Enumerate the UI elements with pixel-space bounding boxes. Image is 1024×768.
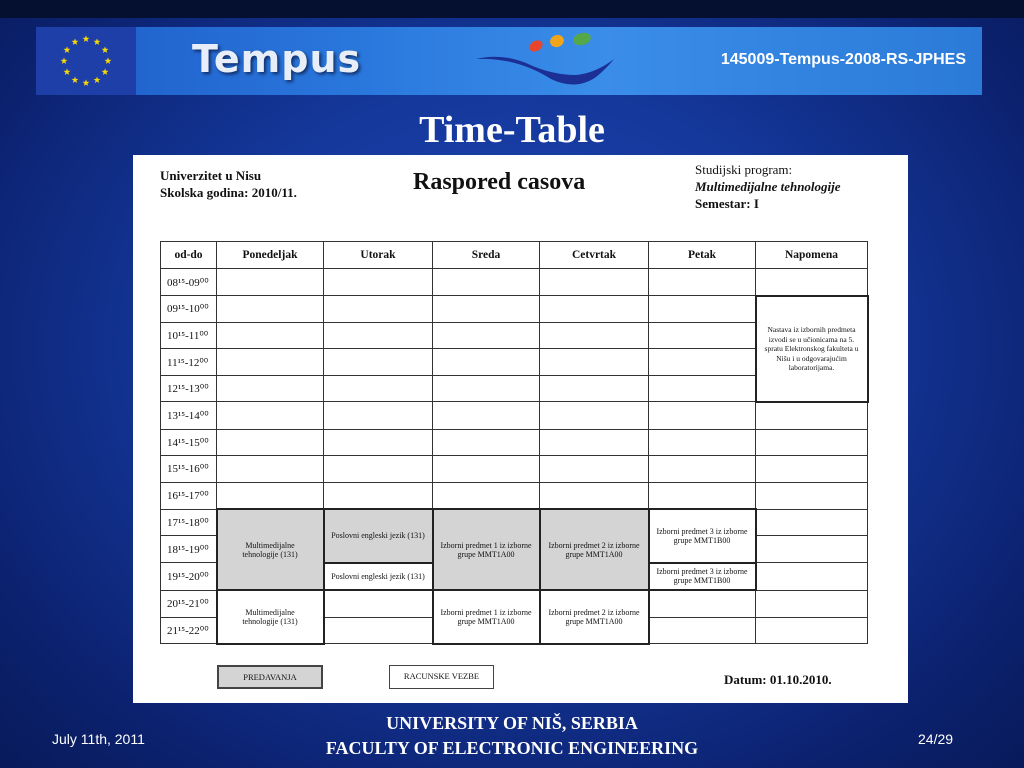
- eu-star-icon: [83, 35, 90, 42]
- slide-title: Time-Table: [419, 109, 605, 151]
- page-number: 24/29: [918, 731, 954, 747]
- university-name: Univerzitet u Nisu: [160, 168, 262, 183]
- thursday-exercise: Izborni predmet 2 iz izborne grupe MMT1A00: [540, 590, 649, 644]
- document-date: Datum: 01.10.2010.: [724, 672, 832, 687]
- legend-exercises: RACUNSKE VEZBE: [389, 665, 494, 689]
- eu-stars-icon: [36, 27, 136, 95]
- table-row: [161, 296, 868, 323]
- eu-flag-logo: [36, 27, 136, 95]
- table-row: [161, 482, 868, 509]
- column-header: Utorak: [324, 242, 433, 269]
- eu-star-icon: [102, 46, 109, 53]
- eu-star-icon: [72, 76, 79, 83]
- footer-date: July 11th, 2011: [52, 731, 145, 747]
- tuesday-exercise: Poslovni engleski jezik (131): [324, 563, 433, 591]
- time-slot: 17¹⁵-18⁰⁰: [161, 509, 217, 536]
- tempus-banner: [36, 27, 982, 95]
- time-slot: 16¹⁵-17⁰⁰: [161, 482, 217, 509]
- eu-star-icon: [105, 57, 112, 64]
- legend-lectures: PREDAVANJA: [217, 665, 323, 689]
- column-header: Petak: [649, 242, 756, 269]
- eu-star-icon: [72, 38, 79, 45]
- table-row: [161, 509, 868, 536]
- eu-star-icon: [83, 79, 90, 86]
- time-slot: 08¹⁵-09⁰⁰: [161, 269, 217, 296]
- table-row: [161, 590, 868, 617]
- document-title: Raspored casova: [413, 169, 586, 195]
- eu-star-icon: [64, 46, 71, 53]
- timetable: [160, 241, 869, 645]
- footer-faculty: FACULTY OF ELECTRONIC ENGINEERING: [325, 738, 699, 758]
- time-slot: 21¹⁵-22⁰⁰: [161, 617, 217, 644]
- project-code: 145009-Tempus-2008-RS-JPHES: [720, 51, 966, 68]
- table-row: [161, 269, 868, 296]
- document-header-left: [160, 167, 297, 201]
- eu-star-icon: [61, 57, 68, 64]
- time-slot: 15¹⁵-16⁰⁰: [161, 456, 217, 483]
- time-slot: 09¹⁵-10⁰⁰: [161, 296, 217, 323]
- monday-exercise: Multimedijalne tehnologije (131): [217, 590, 324, 644]
- eu-star-icon: [64, 68, 71, 75]
- eu-star-icon: [94, 76, 101, 83]
- column-header: Cetvrtak: [540, 242, 649, 269]
- time-slot: 13¹⁵-14⁰⁰: [161, 402, 217, 429]
- time-slot: 12¹⁵-13⁰⁰: [161, 375, 217, 402]
- table-header-row: [161, 242, 868, 269]
- friday-lecture: Izborni predmet 3 iz izborne grupe MMT1B00: [649, 509, 756, 562]
- footer-university: UNIVERSITY OF NIŠ, SERBIA: [386, 713, 638, 733]
- tempus-bird-logo: [456, 29, 626, 93]
- time-slot: 10¹⁵-11⁰⁰: [161, 322, 217, 349]
- note-cell: Nastava iz izbornih predmeta izvodi se u učionicama na 5. spratu Elektronskog fakulteta u Nišu i u odgovarajućim laboratorijama.: [756, 296, 868, 402]
- footer-institution: [0, 711, 1024, 761]
- eu-star-icon: [94, 38, 101, 45]
- tuesday-lecture: Poslovni engleski jezik (131): [324, 509, 433, 562]
- time-slot: 14¹⁵-15⁰⁰: [161, 429, 217, 456]
- thursday-lecture: Izborni predmet 2 iz izborne grupe MMT1A00: [540, 509, 649, 590]
- friday-exercise: Izborni predmet 3 iz izborne grupe MMT1B00: [649, 563, 756, 591]
- table-row: [161, 429, 868, 456]
- time-slot: 20¹⁵-21⁰⁰: [161, 590, 217, 617]
- timetable-document: [133, 155, 908, 703]
- monday-lecture: Multimedijalne tehnologije (131): [217, 509, 324, 590]
- top-strip: [0, 0, 1024, 18]
- document-header-right: [695, 161, 841, 212]
- eu-star-icon: [102, 68, 109, 75]
- wednesday-exercise: Izborni predmet 1 iz izborne grupe MMT1A00: [433, 590, 540, 644]
- column-header: Napomena: [756, 242, 868, 269]
- time-slot: 18¹⁵-19⁰⁰: [161, 536, 217, 563]
- column-header: od-do: [161, 242, 217, 269]
- time-slot: 11¹⁵-12⁰⁰: [161, 349, 217, 376]
- column-header: Sreda: [433, 242, 540, 269]
- table-row: [161, 456, 868, 483]
- table-row: [161, 402, 868, 429]
- program-label: Studijski program:: [695, 162, 793, 177]
- school-year: Skolska godina: 2010/11.: [160, 185, 297, 200]
- time-slot: 19¹⁵-20⁰⁰: [161, 563, 217, 591]
- wednesday-lecture: Izborni predmet 1 iz izborne grupe MMT1A00: [433, 509, 540, 590]
- tempus-logo-text: Tempus: [192, 37, 362, 81]
- column-header: Ponedeljak: [217, 242, 324, 269]
- program-name: Multimedijalne tehnologije: [695, 179, 841, 194]
- semester: Semestar: I: [695, 196, 759, 211]
